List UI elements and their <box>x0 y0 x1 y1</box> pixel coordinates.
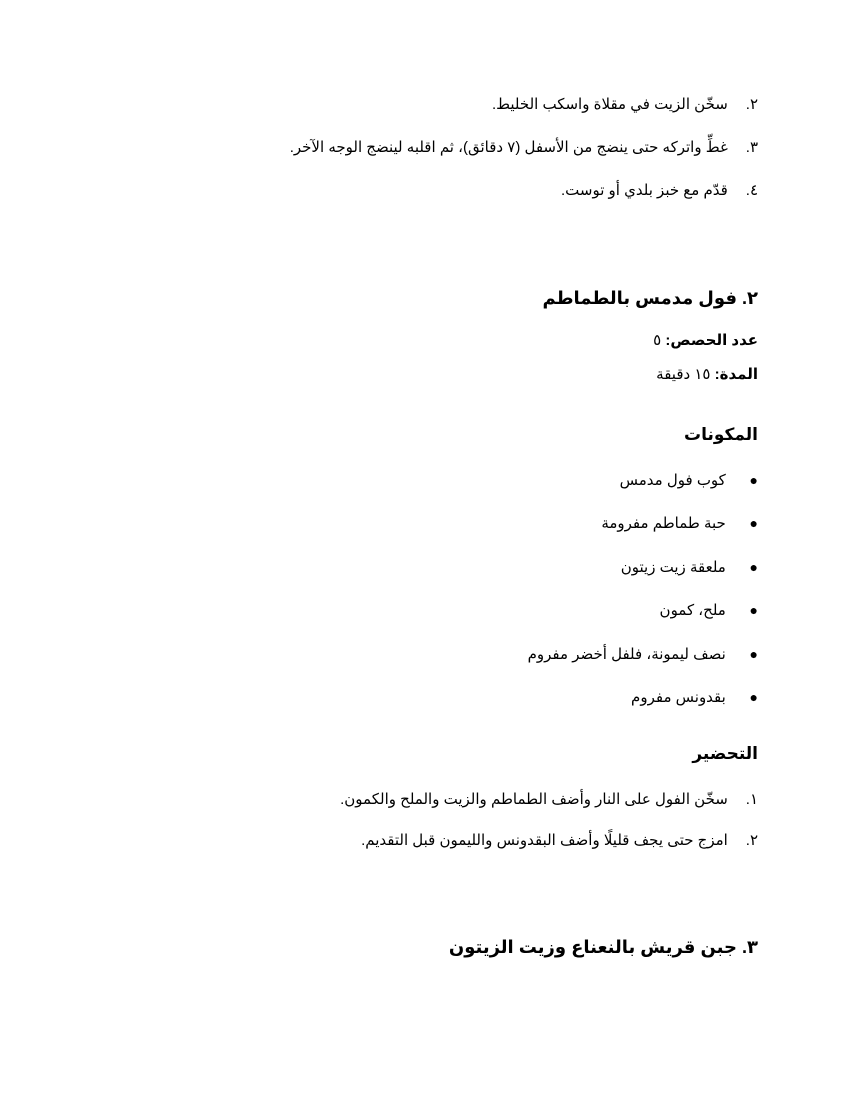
ingredient-item <box>40 556 758 579</box>
ingredient-item <box>40 512 758 535</box>
servings-label: عدد الحصص: <box>665 332 758 349</box>
step-text: قدّم مع خبز بلدي أو توست. <box>561 182 728 199</box>
ingredient-text: ملعقة زيت زيتون <box>620 559 726 576</box>
ingredient-text: كوب فول مدمس <box>619 472 726 489</box>
ingredient-item <box>40 599 758 622</box>
step-number: ١. <box>745 791 758 808</box>
ingredient-text: ملح، كمون <box>659 602 726 619</box>
bullet-icon: ● <box>749 689 758 705</box>
ingredient-text: بقدونس مفروم <box>631 689 726 706</box>
servings <box>40 330 758 352</box>
ingredients-heading: المكونات <box>683 425 758 444</box>
ingredient-text: نصف ليمونة، فلفل أخضر مفروم <box>527 646 726 663</box>
step-text: امزج حتى يجف قليلًا وأضف البقدونس والليمون قبل التقديم. <box>361 832 728 849</box>
bullet-icon: ● <box>749 602 758 618</box>
duration-value: ١٥ دقيقة <box>656 366 711 383</box>
servings-value: ٥ <box>653 332 662 349</box>
prev-step-2 <box>40 94 758 116</box>
bullet-icon: ● <box>749 646 758 662</box>
step-number: ٢. <box>745 832 758 849</box>
prep-step-1 <box>40 789 758 811</box>
ingredient-item <box>40 686 758 709</box>
step-number: ٣. <box>745 139 758 156</box>
bullet-icon: ● <box>749 559 758 575</box>
prev-step-4 <box>40 180 758 202</box>
bullet-icon: ● <box>749 515 758 531</box>
recipe-2-title: ٢. فول مدمس بالطماطم <box>542 288 758 308</box>
bullet-icon: ● <box>749 472 758 488</box>
prev-step-3 <box>40 137 758 159</box>
prep-step-2 <box>40 830 758 852</box>
recipe-3-title: ٣. جبن قريش بالنعناع وزيت الزيتون <box>448 937 758 957</box>
step-number: ٢. <box>745 96 758 113</box>
step-text: سخّن الفول على النار وأضف الطماطم والزيت والملح والكمون. <box>340 791 728 808</box>
step-text: غطِّ واتركه حتى ينضج من الأسفل (٧ دقائق)، ثم اقلبه لينضج الوجه الآخر. <box>289 139 728 156</box>
ingredient-text: حبة طماطم مفرومة <box>601 515 726 532</box>
ingredient-item <box>40 643 758 666</box>
ingredient-item <box>40 469 758 492</box>
duration <box>40 364 758 386</box>
duration-label: المدة: <box>714 366 758 383</box>
preparation-heading: التحضير <box>692 744 758 763</box>
step-number: ٤. <box>745 182 758 199</box>
step-text: سخّن الزيت في مقلاة واسكب الخليط. <box>491 96 728 113</box>
